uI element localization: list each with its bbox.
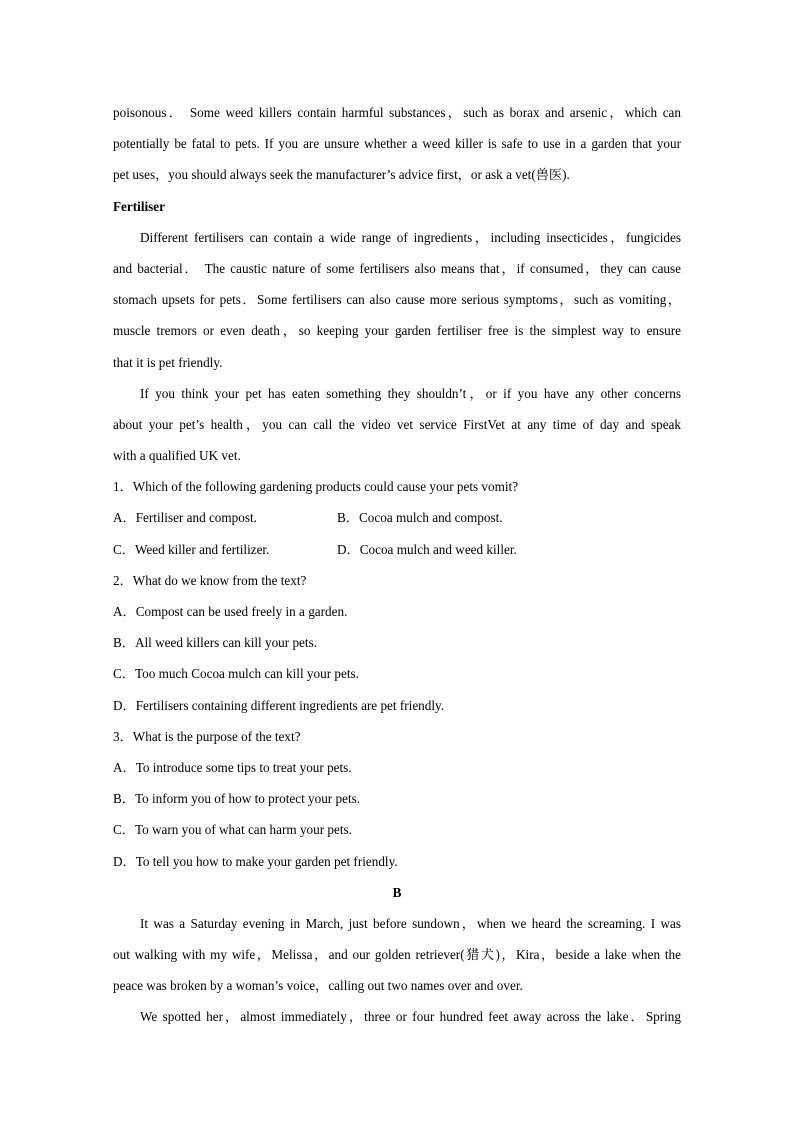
passage-a-line: Different fertilisers can contain a wide range of ingredients，including insecticides，fungicides [140, 229, 681, 245]
passage-a-line: If you think your pet has eaten something they shouldn’t，or if you have any other concerns [140, 385, 681, 401]
question-1-option-d: D．Cocoa mulch and weed killer. [337, 541, 517, 557]
section-heading-fertiliser: Fertiliser [113, 198, 165, 214]
question-1-option-c: C．Weed killer and fertilizer. [113, 541, 270, 557]
question-2-option-b: B．All weed killers can kill your pets. [113, 635, 318, 651]
passage-a-line: that it is pet friendly. [113, 354, 223, 370]
question-3-option-c: C．To warn you of what can harm your pets. [113, 822, 352, 838]
document-page [113, 97, 681, 1033]
passage-a-line: poisonous． Some weed killers contain harmful substances，such as borax and arsenic，which can [113, 105, 681, 120]
passage-a-line: muscle tremors or even death，so keeping your garden fertiliser free is the simplest way to ensure [113, 323, 681, 339]
question-2-option-d: D．Fertilisers containing different ingredients are pet friendly. [113, 697, 445, 713]
question-1-options-row-2 [113, 534, 681, 565]
passage-a-line: pet uses，you should always seek the manufacturer’s advice first，or ask a vet(兽医). [113, 167, 570, 183]
question-1-option-a: A．Fertiliser and compost. [113, 510, 257, 526]
passage-a-line: potentially be fatal to pets. If you are unsure whether a weed killer is safe to use in a garden that your [113, 136, 681, 152]
question-3-stem: 3．What is the purpose of the text? [113, 728, 301, 744]
question-3-option-b: B．To inform you of how to protect your pets. [113, 791, 361, 807]
passage-a-line: about your pet’s health，you can call the video vet service FirstVet at any time of day and speak [113, 416, 681, 432]
question-3-option-d: D．To tell you how to make your garden pet friendly. [113, 853, 398, 869]
passage-b-heading: B [392, 884, 402, 900]
question-3-option-a: A．To introduce some tips to treat your pets. [113, 759, 352, 775]
question-2-option-a: A．Compost can be used freely in a garden. [113, 604, 348, 619]
passage-b-line: We spotted her，almost immediately，three or four hundred feet away across the lake．Spring [140, 1009, 681, 1025]
passage-a-line: stomach upsets for pets．Some fertilisers can also cause more serious symptoms，such as vomiting， [113, 292, 681, 308]
question-1-options-row-1 [113, 502, 681, 533]
passage-a-line: and bacterial． The caustic nature of some fertilisers also means that，if consumed，they can cause [113, 260, 681, 276]
question-2-option-c: C．Too much Cocoa mulch can kill your pets. [113, 666, 359, 682]
question-1-option-b: B．Cocoa mulch and compost. [337, 510, 503, 526]
passage-b-line: out walking with my wife，Melissa，and our golden retriever(猎犬)，Kira，beside a lake when the [113, 947, 681, 963]
passage-b-line: It was a Saturday evening in March, just before sundown，when we heard the screaming. I was [140, 915, 681, 931]
passage-b-line: peace was broken by a woman’s voice，calling out two names over and over. [113, 978, 523, 994]
question-2-stem: 2．What do we know from the text? [113, 572, 307, 588]
question-1-stem: 1．Which of the following gardening products could cause your pets vomit? [113, 479, 519, 495]
passage-a-line: with a qualified UK vet. [113, 448, 241, 464]
